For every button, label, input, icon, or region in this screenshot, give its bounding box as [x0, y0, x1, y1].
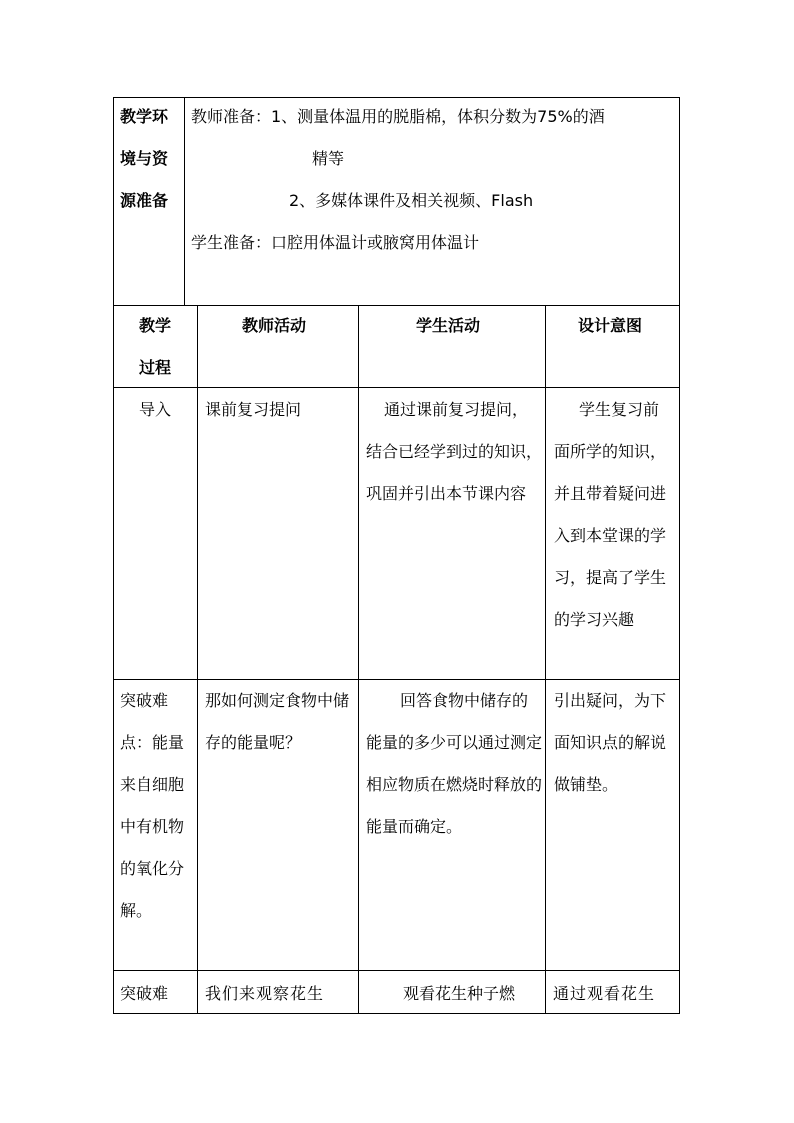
row-3-process: 突破难 [120, 984, 169, 1003]
row-2-process: 突破难点：能量来自细胞中有机物的氧化分解。 [120, 691, 185, 920]
row-2-teacher: 那如何测定食物中储存的能量呢？ [205, 691, 350, 752]
env-label-line-1: 教学环 [120, 107, 169, 126]
col-divider-3 [545, 305, 546, 1014]
header-process-line-2: 过程 [139, 358, 172, 377]
row-1-design: 学生复习前面所学的知识，并且带着疑问进入到本堂课的学习，提高了学生的学习兴趣 [554, 400, 667, 629]
row-3-student: 观看花生种子燃 [403, 984, 516, 1003]
col-divider-1 [197, 305, 198, 1014]
row-1-process: 导入 [139, 400, 172, 419]
row-1-student: 通过课前复习提问，结合已经学到过的知识，巩固并引出本节课内容 [366, 400, 543, 503]
teacher-prep-line-3: 2、多媒体课件及相关视频、Flash [289, 191, 534, 210]
row-2-design: 引出疑问，为下面知识点的解说做铺垫。 [554, 691, 667, 794]
row-1-teacher: 课前复习提问 [205, 400, 302, 419]
row-3-design: 通过观看花生 [553, 984, 656, 1003]
header-teacher-activity: 教师活动 [242, 316, 307, 335]
header-student-activity: 学生活动 [416, 316, 481, 335]
col-divider-2 [358, 305, 359, 1014]
teacher-prep-line-2: 精等 [312, 149, 345, 168]
row2-bottom-rule [113, 970, 680, 971]
env-label-line-2: 境与资 [120, 149, 169, 168]
student-prep: 学生准备：口腔用体温计或腋窝用体温计 [191, 233, 480, 252]
row-2-student: 回答食物中储存的能量的多少可以通过测定相应物质在燃烧时释放的能量而确定。 [366, 691, 543, 836]
header-bottom-rule [113, 387, 680, 388]
env-label-line-3: 源准备 [120, 191, 169, 210]
header-process-line-1: 教学 [139, 316, 172, 335]
header-design-intent: 设计意图 [578, 316, 643, 335]
teacher-prep-line-1: 教师准备：1、测量体温用的脱脂棉，体积分数为75%的酒 [191, 107, 605, 126]
env-divider [184, 97, 185, 305]
row-3-teacher: 我们来观察花生 [205, 984, 325, 1003]
